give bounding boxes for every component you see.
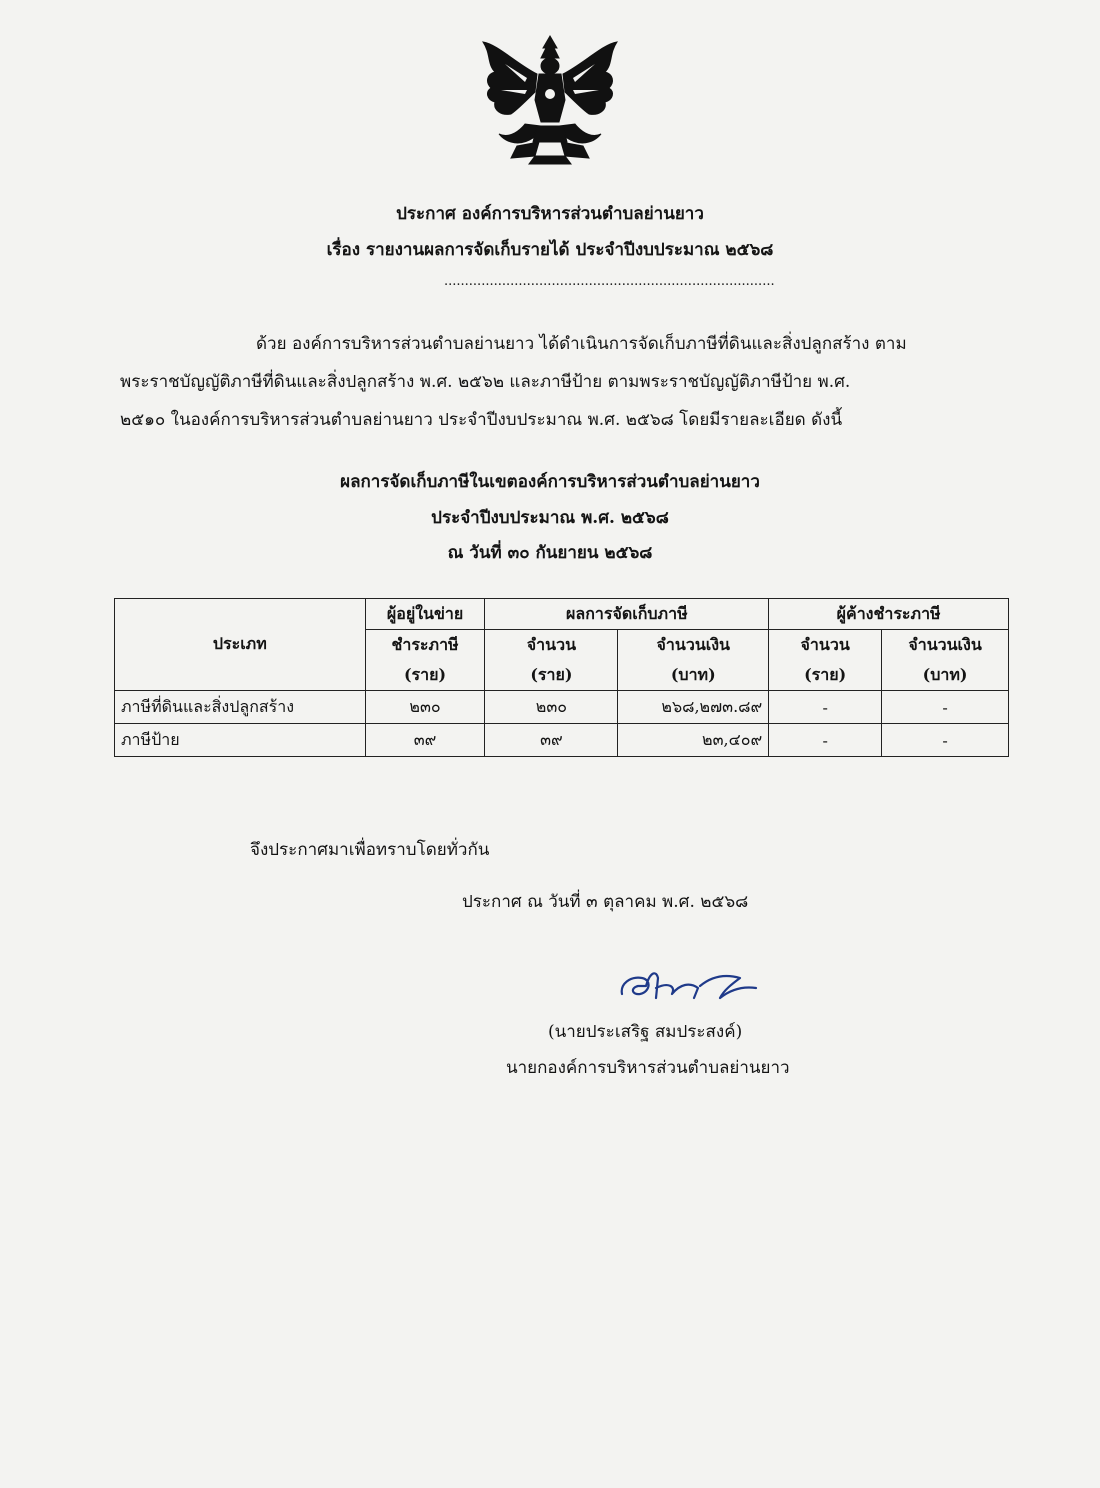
row-outstanding-count: - xyxy=(769,724,882,757)
title-separator: ................................................................................ xyxy=(444,274,775,289)
table-row xyxy=(115,724,1009,757)
row-collected-count: ๒๓๐ xyxy=(485,691,618,724)
header-outstanding-count-unit: (ราย) xyxy=(769,660,882,691)
table-title-line-3: ณ วันที่ ๓๐ กันยายน ๒๕๖๘ xyxy=(447,543,653,563)
header-collected-count: จำนวน xyxy=(485,630,618,661)
header-payers-unit: (ราย) xyxy=(365,660,485,691)
announcement-subject: เรื่อง รายงานผลการจัดเก็บรายได้ ประจำปีงบประมาณ ๒๕๖๘ xyxy=(326,240,774,260)
garuda-emblem-icon xyxy=(477,34,623,170)
row-type: ภาษีที่ดินและสิ่งปลูกสร้าง xyxy=(115,691,366,724)
header-outstanding-count: จำนวน xyxy=(769,630,882,661)
signature-icon xyxy=(616,964,762,1008)
header-collected-group: ผลการจัดเก็บภาษี xyxy=(485,599,769,630)
row-outstanding-amount: - xyxy=(882,724,1009,757)
header-outstanding-group: ผู้ค้างชำระภาษี xyxy=(769,599,1009,630)
signer-name: (นายประเสริฐ สมประสงค์) xyxy=(548,1022,743,1042)
body-line-1: ด้วย องค์การบริหารส่วนตำบลย่านยาว ได้ดำเนินการจัดเก็บภาษีที่ดินและสิ่งปลูกสร้าง ตาม xyxy=(256,334,907,354)
body-line-2: พระราชบัญญัติภาษีที่ดินและสิ่งปลูกสร้าง พ.ศ. ๒๕๖๒ และภาษีป้าย ตามพระราชบัญญัติภาษีป้าย พ.ศ. xyxy=(120,372,851,392)
row-collected-amount: ๒๓,๔๐๙ xyxy=(618,724,769,757)
row-payers: ๒๓๐ xyxy=(365,691,485,724)
table-title-line-1: ผลการจัดเก็บภาษีในเขตองค์การบริหารส่วนตำบลย่านยาว xyxy=(340,472,760,492)
row-collected-count: ๓๙ xyxy=(485,724,618,757)
announcement-title: ประกาศ องค์การบริหารส่วนตำบลย่านยาว xyxy=(396,204,704,224)
table-title-line-2: ประจำปีงบประมาณ พ.ศ. ๒๕๖๘ xyxy=(431,508,669,528)
header-outstanding-amount: จำนวนเงิน xyxy=(882,630,1009,661)
header-type: ประเภท xyxy=(115,599,366,691)
header-payers-line-2: ชำระภาษี xyxy=(365,630,485,661)
row-collected-amount: ๒๖๘,๒๗๓.๘๙ xyxy=(618,691,769,724)
tax-collection-table xyxy=(114,598,1009,757)
table-row xyxy=(115,691,1009,724)
announcement-date: ประกาศ ณ วันที่ ๓ ตุลาคม พ.ศ. ๒๕๖๘ xyxy=(462,892,749,912)
header-collected-amount: จำนวนเงิน xyxy=(618,630,769,661)
row-outstanding-amount: - xyxy=(882,691,1009,724)
row-type: ภาษีป้าย xyxy=(115,724,366,757)
header-collected-count-unit: (ราย) xyxy=(485,660,618,691)
header-outstanding-amount-unit: (บาท) xyxy=(882,660,1009,691)
header-payers-line-1: ผู้อยู่ในข่าย xyxy=(365,599,485,630)
closing-announcement: จึงประกาศมาเพื่อทราบโดยทั่วกัน xyxy=(250,840,490,860)
row-outstanding-count: - xyxy=(769,691,882,724)
header-collected-amount-unit: (บาท) xyxy=(618,660,769,691)
body-line-3: ๒๕๑๐ ในองค์การบริหารส่วนตำบลย่านยาว ประจำปีงบประมาณ พ.ศ. ๒๕๖๘ โดยมีรายละเอียด ดังนี้ xyxy=(120,410,843,430)
signer-title: นายกองค์การบริหารส่วนตำบลย่านยาว xyxy=(506,1058,790,1078)
row-payers: ๓๙ xyxy=(365,724,485,757)
